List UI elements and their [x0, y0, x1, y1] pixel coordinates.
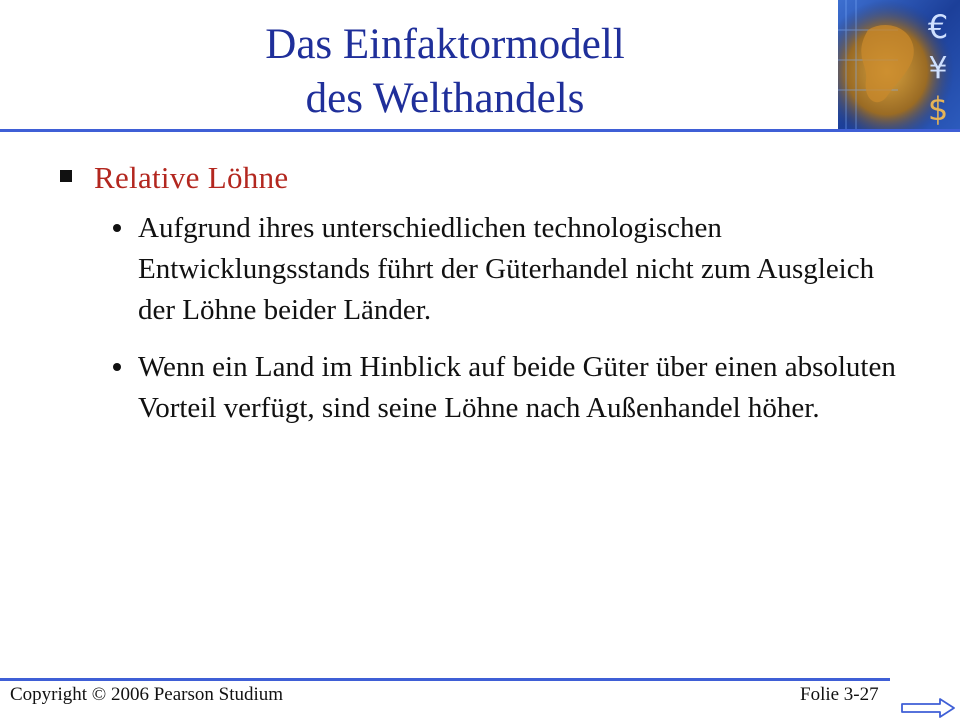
section-heading [60, 160, 288, 196]
bullet-text: Wenn ein Land im Hinblick auf beide Güter über einen absoluten Vorteil verfügt, sind seine Löhne nach Außenhandel höher. [138, 351, 896, 424]
title-line-1: Das Einfaktormodell [265, 21, 625, 68]
currency-world-logo-icon [838, 0, 960, 130]
bullet-text: Aufgrund ihres unterschiedlichen technologischen Entwicklungsstands führt der Güterhandel nicht zum Ausgleich der Löhne beider Länder. [138, 212, 875, 326]
footer-divider [0, 678, 890, 681]
list-item [113, 208, 913, 331]
title-line-2: des Welthandels [305, 75, 585, 122]
next-slide-arrow-icon[interactable] [900, 698, 956, 718]
slide-number: Folie 3-27 [800, 684, 879, 705]
svg-text:¥: ¥ [928, 51, 948, 86]
list-item [113, 347, 913, 429]
bullet-list [113, 208, 913, 445]
svg-text:€: € [927, 8, 949, 46]
svg-text:$: $ [927, 90, 949, 128]
section-heading-label: Relative Löhne [94, 160, 289, 195]
bullet-dot-icon [113, 224, 121, 232]
copyright-text: Copyright © 2006 Pearson Studium [10, 684, 284, 705]
title-divider [0, 129, 960, 132]
bullet-dot-icon [113, 363, 121, 371]
slide-title [150, 18, 740, 126]
square-bullet-icon [60, 170, 72, 182]
